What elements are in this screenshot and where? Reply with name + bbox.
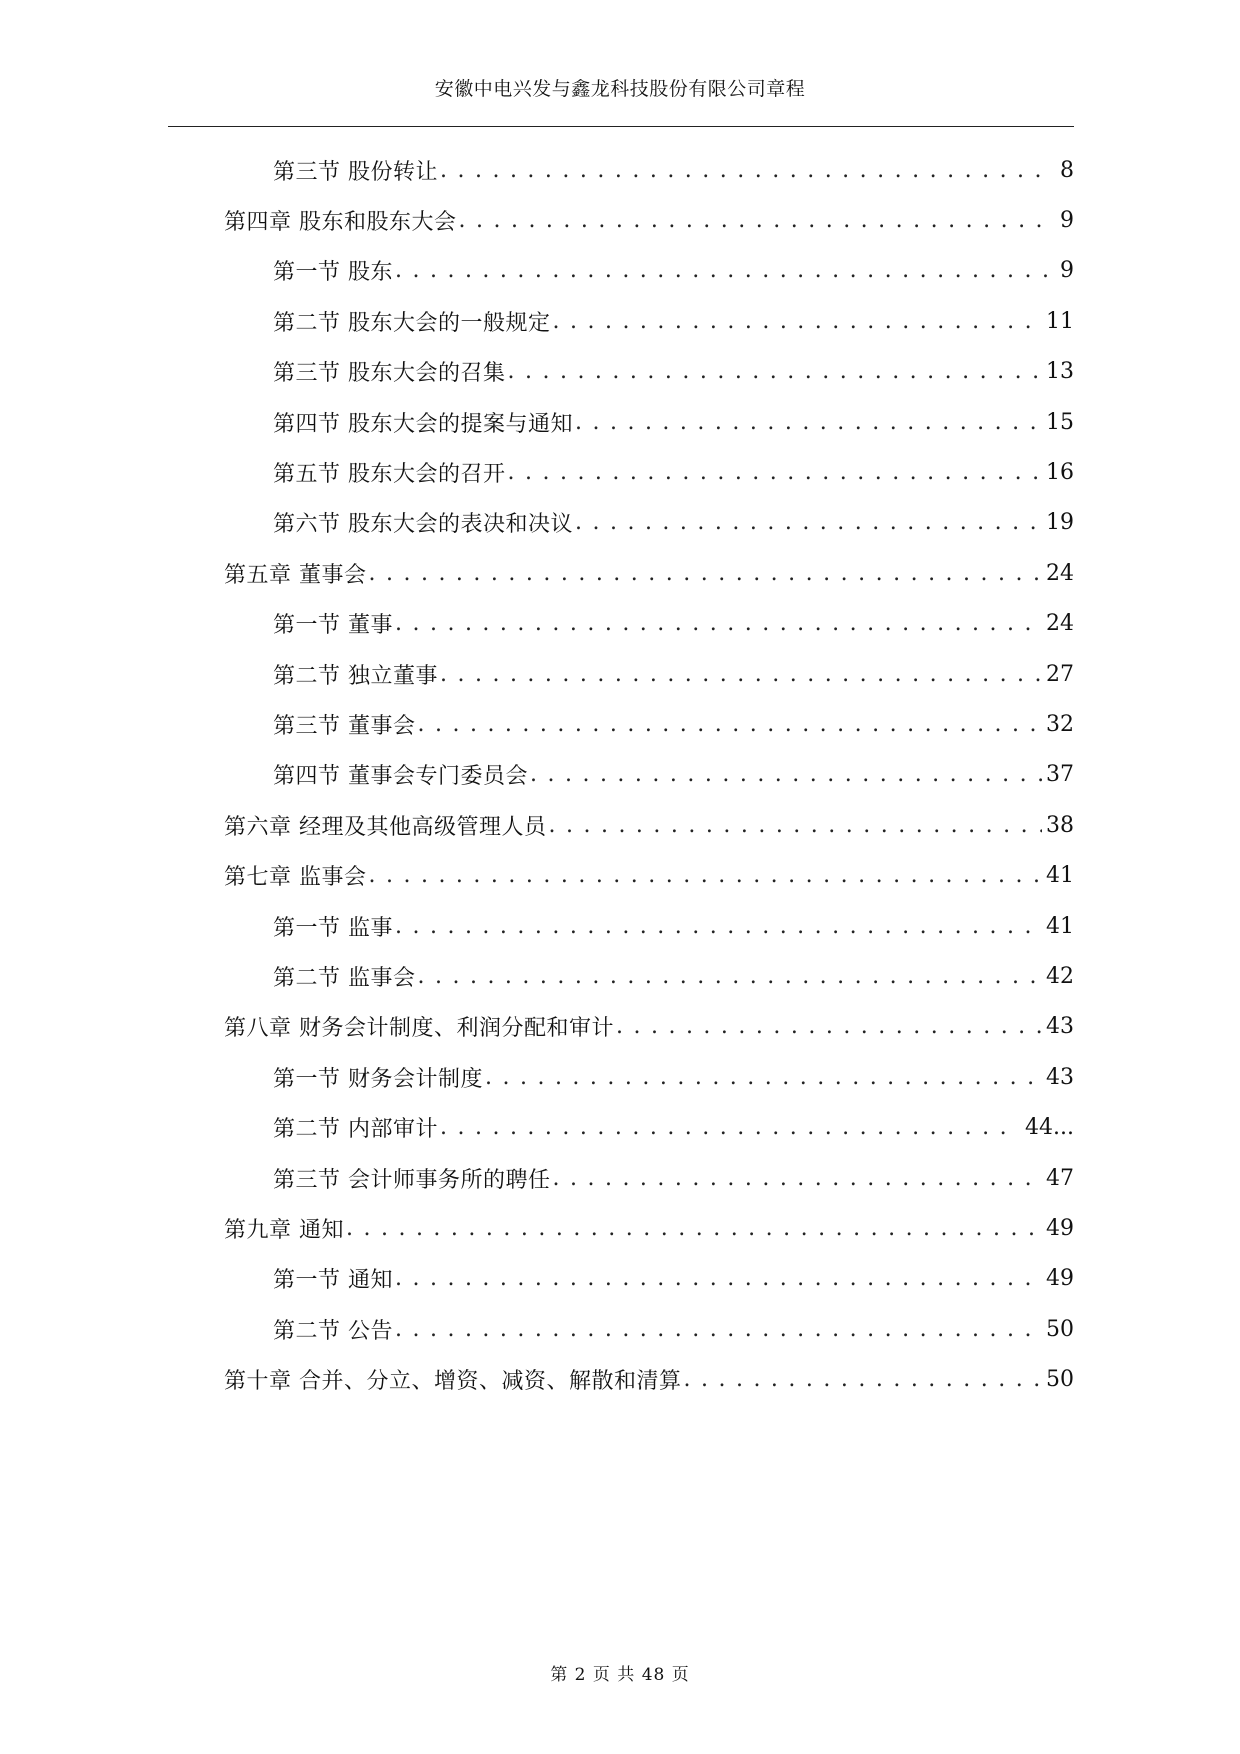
toc-dot-leader — [549, 813, 1043, 838]
toc-entry-label: 第四节 董事会专门委员会 — [273, 764, 528, 790]
toc-page-number: 38 — [1046, 812, 1074, 838]
toc-page-number: 13 — [1046, 359, 1074, 385]
toc-chapter-entry[interactable] — [224, 1007, 1074, 1047]
toc-chapter-entry[interactable] — [224, 200, 1074, 240]
toc-chapter-entry[interactable] — [224, 553, 1074, 593]
toc-entry-label: 第二节 独立董事 — [273, 663, 438, 689]
toc-entry-label: 第五章 董事会 — [224, 562, 367, 588]
toc-dot-leader — [369, 863, 1043, 888]
toc-dot-leader — [575, 410, 1042, 435]
toc-dot-leader — [440, 158, 1048, 183]
toc-chapter-entry[interactable] — [224, 1208, 1074, 1248]
toc-chapter-entry[interactable] — [224, 1360, 1074, 1400]
toc-chapter-entry[interactable] — [224, 856, 1074, 896]
toc-page-number: 44... — [1025, 1115, 1074, 1141]
toc-entry-label: 第九章 通知 — [224, 1217, 344, 1243]
toc-section-entry[interactable] — [273, 654, 1074, 694]
toc-section-entry[interactable] — [273, 1309, 1074, 1349]
toc-section-entry[interactable] — [273, 251, 1074, 291]
toc-section-entry[interactable] — [273, 503, 1074, 543]
toc-page-number: 49 — [1046, 1266, 1074, 1292]
toc-dot-leader — [553, 1166, 1043, 1191]
toc-dot-leader — [440, 662, 1042, 687]
toc-page-number: 11 — [1046, 308, 1074, 334]
toc-section-entry[interactable] — [273, 352, 1074, 392]
toc-page-number: 37 — [1046, 762, 1074, 788]
toc-section-entry[interactable] — [273, 402, 1074, 442]
toc-page-number: 15 — [1046, 409, 1074, 435]
toc-dot-leader — [508, 460, 1043, 485]
toc-entry-label: 第三节 股东大会的召集 — [273, 361, 506, 387]
toc-dot-leader — [575, 510, 1042, 535]
toc-page-number: 43 — [1046, 1014, 1074, 1040]
toc-dot-leader — [418, 964, 1043, 989]
toc-dot-leader — [395, 1317, 1042, 1342]
toc-section-entry[interactable] — [273, 452, 1074, 492]
toc-section-entry[interactable] — [273, 1259, 1074, 1299]
toc-dot-leader — [616, 1014, 1042, 1039]
toc-page-number: 27 — [1046, 661, 1074, 687]
toc-dot-leader — [485, 1065, 1042, 1090]
page-footer: 第 2 页 共 48 页 — [550, 1665, 690, 1685]
toc-page-number: 50 — [1046, 1367, 1074, 1393]
toc-entry-label: 第二节 公告 — [273, 1318, 393, 1344]
toc-entry-label: 第二节 股东大会的一般规定 — [273, 310, 551, 336]
toc-entry-label: 第二节 监事会 — [273, 965, 416, 991]
toc-entry-label: 第一节 监事 — [273, 915, 393, 941]
toc-page-number: 24 — [1046, 611, 1074, 637]
header-divider — [168, 126, 1074, 127]
toc-page-number: 41 — [1046, 913, 1074, 939]
toc-entry-label: 第一节 股东 — [273, 260, 393, 286]
toc-dot-leader — [440, 1115, 1009, 1140]
toc-entry-label: 第六节 股东大会的表决和决议 — [273, 512, 573, 538]
toc-chapter-entry[interactable] — [224, 805, 1074, 845]
toc-dot-leader — [459, 208, 1049, 233]
toc-dot-leader — [418, 712, 1043, 737]
toc-section-entry[interactable] — [273, 604, 1074, 644]
toc-section-entry[interactable] — [273, 704, 1074, 744]
toc-dot-leader — [346, 1216, 1042, 1241]
toc-entry-label: 第三节 股份转让 — [273, 159, 438, 185]
toc-section-entry[interactable] — [273, 956, 1074, 996]
toc-dot-leader — [395, 1266, 1042, 1291]
toc-dot-leader — [395, 258, 1048, 283]
toc-entry-label: 第十章 合并、分立、增资、减资、解散和清算 — [224, 1369, 682, 1395]
toc-page-number: 19 — [1046, 510, 1074, 536]
toc-entry-label: 第三节 董事会 — [273, 713, 416, 739]
toc-page-number: 42 — [1046, 963, 1074, 989]
toc-entry-label: 第六章 经理及其他高级管理人员 — [224, 814, 547, 840]
toc-entry-label: 第三节 会计师事务所的聘任 — [273, 1167, 551, 1193]
toc-dot-leader — [395, 611, 1042, 636]
toc-page-number: 9 — [1060, 207, 1074, 233]
toc-dot-leader — [508, 359, 1043, 384]
toc-section-entry[interactable] — [273, 150, 1074, 190]
toc-page-number: 8 — [1060, 157, 1074, 183]
toc-dot-leader — [553, 309, 1043, 334]
toc-entry-label: 第一节 财务会计制度 — [273, 1066, 483, 1092]
toc-section-entry[interactable] — [273, 1158, 1074, 1198]
toc-dot-leader — [395, 914, 1042, 939]
toc-entry-label: 第二节 内部审计 — [273, 1117, 438, 1143]
toc-page-number: 43 — [1046, 1064, 1074, 1090]
toc-entry-label: 第一节 董事 — [273, 613, 393, 639]
toc-dot-leader — [369, 561, 1043, 586]
toc-section-entry[interactable] — [273, 301, 1074, 341]
toc-page-number: 9 — [1060, 258, 1074, 284]
toc-section-entry[interactable] — [273, 906, 1074, 946]
toc-page-number: 32 — [1046, 711, 1074, 737]
toc-entry-label: 第一节 通知 — [273, 1268, 393, 1294]
toc-page-number: 47 — [1046, 1165, 1074, 1191]
toc-entry-label: 第四节 股东大会的提案与通知 — [273, 411, 573, 437]
toc-page-number: 50 — [1046, 1316, 1074, 1342]
toc-page-number: 41 — [1046, 863, 1074, 889]
toc-section-entry[interactable] — [273, 1108, 1074, 1148]
toc-dot-leader — [684, 1367, 1043, 1392]
toc-entry-label: 第七章 监事会 — [224, 865, 367, 891]
document-header-title: 安徽中电兴发与鑫龙科技股份有限公司章程 — [434, 78, 806, 100]
toc-page-number: 49 — [1046, 1215, 1074, 1241]
toc-section-entry[interactable] — [273, 755, 1074, 795]
toc-section-entry[interactable] — [273, 1057, 1074, 1097]
toc-entry-label: 第四章 股东和股东大会 — [224, 209, 457, 235]
toc-entry-label: 第五节 股东大会的召开 — [273, 461, 506, 487]
toc-entry-label: 第八章 财务会计制度、利润分配和审计 — [224, 1016, 614, 1042]
toc-page-number: 16 — [1046, 459, 1074, 485]
toc-page-number: 24 — [1046, 560, 1074, 586]
toc-dot-leader — [530, 762, 1042, 787]
